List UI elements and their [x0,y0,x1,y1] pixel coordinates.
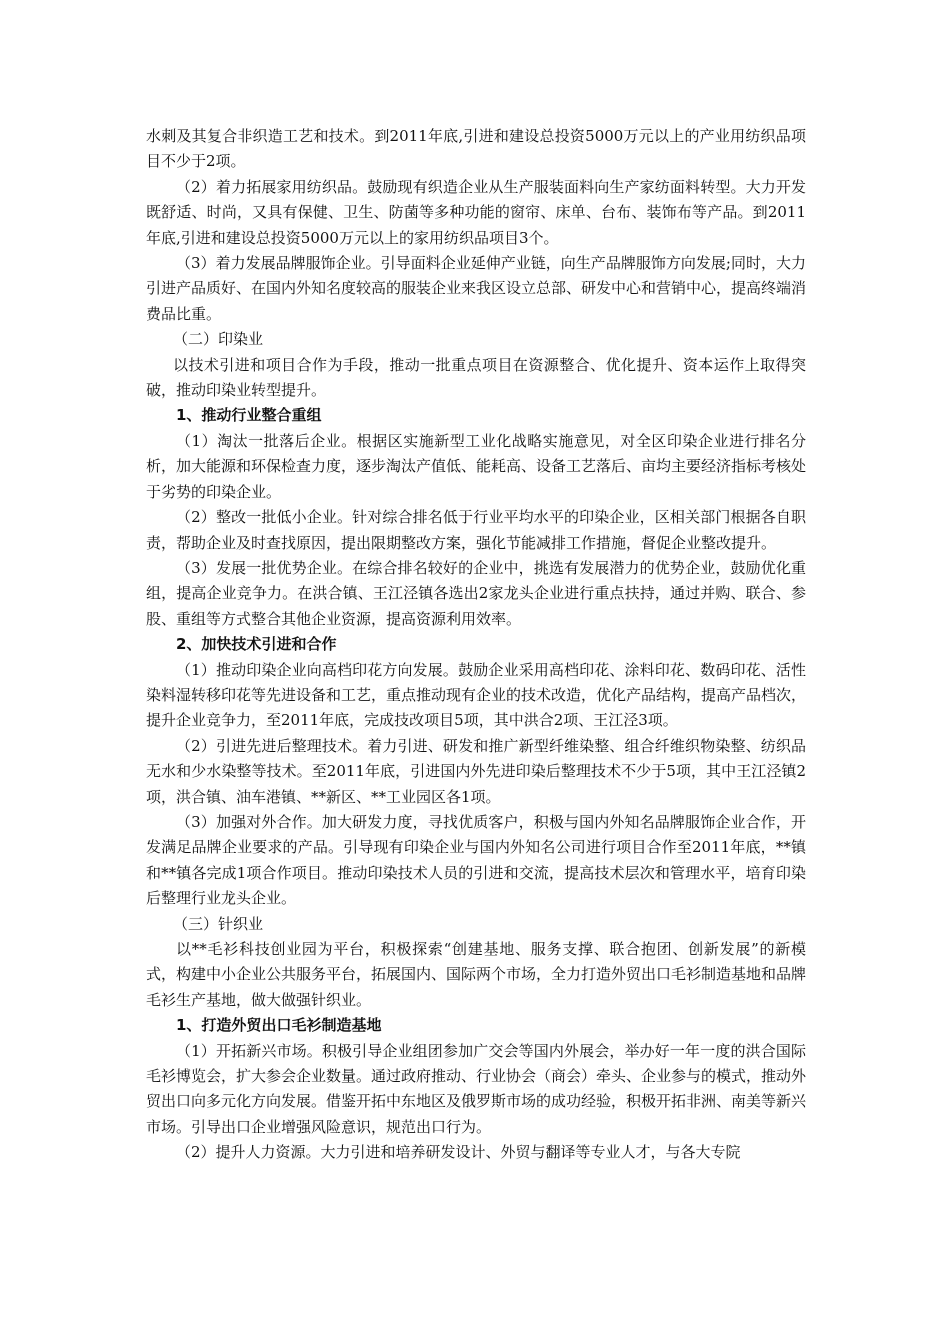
paragraph-human-resources: （2）提升人力资源。大力引进和培养研发设计、外贸与翻译等专业人才，与各大专院 [176,1143,741,1162]
subheading-technology-introduction: 2、加快技术引进和合作 [176,635,337,654]
section-heading-knitting: （三）针织业 [173,914,264,933]
paragraph-high-end-printing: （1）推动印染企业向高档印花方向发展。鼓励企业采用高档印花、涂料印花、数码印花、活性染料湿转移印花等先进设备和工艺，重点推动现有企业的技术改造，优化产品结构，提高产品档次，提升企业竞争力，至2011年底，完成技改项目5项，其中洪合2项、王江泾3项。 [146,660,807,730]
paragraph-home-textiles: （2）着力拓展家用纺织品。鼓励现有织造企业从生产服装面料向生产家纺面料转型。大力开发既舒适、时尚，又具有保健、卫生、防菌等多种功能的窗帘、床单、台布、装饰布等产品。到2011年底,引进和建设总投资5000万元以上的家用纺织品项目3个。 [146,177,806,247]
paragraph-develop-advantaged: （3）发展一批优势企业。在综合排名较好的企业中，挑选有发展潜力的优势企业，鼓励优化重组，提高企业竞争力。在洪合镇、王江泾镇各选出2家龙头企业进行重点扶持，通过并购、联合、参股、重组等方式整合其他企业资源，提高资源利用效率。 [146,558,806,628]
paragraph-rectify-small: （2）整改一批低小企业。针对综合排名低于行业平均水平的印染企业，区相关部门根据各自职责，帮助企业及时查找原因，提出限期整改方案，强化节能减排工作措施，督促企业整改提升。 [146,508,806,552]
paragraph-knitting-intro: 以**毛衫科技创业园为平台，积极探索“创建基地、服务支撑、联合抱团、创新发展”的新模式，构建中小企业公共服务平台，拓展国内、国际两个市场，全力打造外贸出口毛衫制造基地和品牌毛衫生产基地，做大做强针织业。 [146,940,807,1009]
paragraph-emerging-markets: （1）开拓新兴市场。积极引导企业组团参加广交会等国内外展会，举办好一年一度的洪合国际毛衫博览会，扩大参会企业数量。通过政府推动、行业协会（商会）牵头、企业参与的模式，推动外贸出口向多元化方向发展。借鉴开拓中东地区及俄罗斯市场的成功经验，积极开拓非洲、南美等新兴市场。引导出口企业增强风险意识，规范出口行为。 [146,1041,807,1136]
subheading-industry-restructuring: 1、推动行业整合重组 [176,406,322,425]
paragraph-eliminate-backward: （1）淘汰一批落后企业。根据区实施新型工业化战略实施意见，对全区印染企业进行排名分析，加大能源和环保检查力度，逐步淘汰产值低、能耗高、设备工艺落后、亩均主要经济指标考核处于劣势的印染企业。 [146,431,807,501]
paragraph-finishing-technology: （2）引进先进后整理技术。着力引进、研发和推广新型纤维染整、组合纤维织物染整、纺织品无水和少水染整等技术。至2011年底，引进国内外先进印染后整理技术不少于5项，其中王江泾镇2项，洪合镇、油车港镇、**新区、**工业园区各1项。 [146,736,806,806]
document-body [146,124,806,1166]
subheading-export-base: 1、打造外贸出口毛衫制造基地 [176,1016,382,1035]
paragraph-brand-apparel: （3）着力发展品牌服饰企业。引导面料企业延伸产业链，向生产品牌服饰方向发展;同时，大力引进产品质好、在国内外知名度较高的服装企业来我区设立总部、研发中心和营销中心，提高终端消费品比重。 [146,254,807,323]
section-heading-dyeing: （二）印染业 [173,330,264,349]
paragraph-continuation: 水刺及其复合非织造工艺和技术。到2011年底,引进和建设总投资5000万元以上的产业用纺织品项目不少于2项。 [146,127,806,171]
paragraph-external-cooperation: （3）加强对外合作。加大研发力度，寻找优质客户，积极与国内外知名品牌服饰企业合作，开发满足品牌企业要求的产品。引导现有印染企业与国内外知名公司进行项目合作至2011年底，**镇和**镇各完成1项合作项目。推动印染技术人员的引进和交流，提高技术层次和管理水平，培育印染后整理行业龙头企业。 [146,812,806,908]
paragraph-dyeing-intro: 以技术引进和项目合作为手段，推动一批重点项目在资源整合、优化提升、资本运作上取得突破，推动印染业转型提升。 [146,355,806,400]
